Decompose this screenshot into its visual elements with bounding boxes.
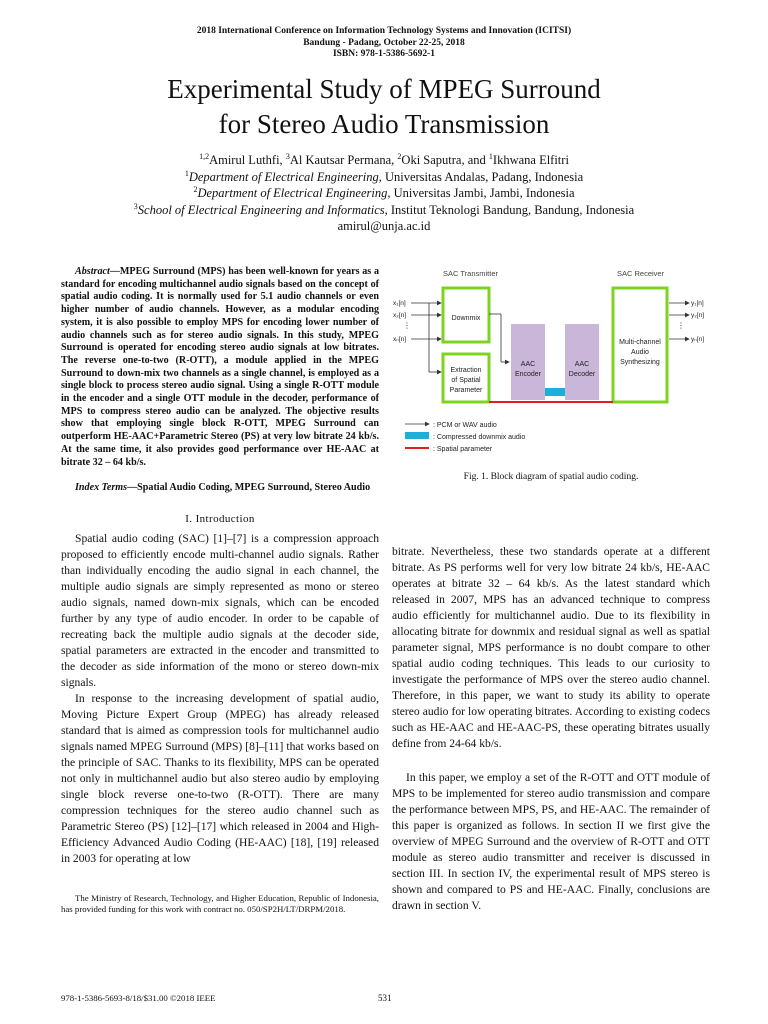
- downmix-label: Downmix: [451, 315, 481, 322]
- author-3-name: Oki Saputra, and: [401, 153, 486, 167]
- affiliation-3-org: , Institut Teknologi Bandung, Bandung, Indonesia: [384, 202, 635, 217]
- extraction-label-1: Extraction: [450, 367, 482, 374]
- intro-paragraph-4: In this paper, we employ a set of the R-OTT and OTT module of MPS to be implemented for stereo audio transmission and compare the performance between MPS, PS, and HE-AAC. The remainder of this paper is organized as follows. In section II we first give the overview of MPEG Surround and the overview of R-OTT and OTT module as stereo audio transmitter and receiver is discussed in section III. In section IV, the experimental result of MPS stereo is shown and compared to PS and HE-AAC. Finally, conclusions are drawn in section V.: [392, 771, 710, 912]
- extraction-label-3: Parameter: [449, 387, 483, 394]
- aac-decoder-label-2: Decoder: [568, 371, 596, 378]
- index-terms: [61, 482, 379, 495]
- page-number: 531: [378, 993, 392, 1003]
- title-line-2: for Stereo Audio Transmission: [218, 109, 550, 139]
- author-4-name: Ikhwana Elfitri: [492, 153, 569, 167]
- affiliation-3-dept: School of Electrical Engineering and Informatics: [137, 202, 385, 217]
- abstract-text: —MPEG Surround (MPS) has been well-known for years as a standard for encoding multichannel audio signals based on the concept of spatial audio coding. It is normally used for 5.1 audio channels or even higher number of audio channels. However, as a modular encoding system, it is also possible to employ MPS for encoding lower number of audio channels such as for stereo audio signals. In this study, MPEG Surround is operated for encoding stereo audio signals at low bitrates. The reverse one-to-two (R-OTT), a module applied in the MPEG Surround to down-mix two channels as a single channel, is employed as a single block to process stereo audio signal. Using a single R-OTT module in the encoder and a single OTT module in the decoder, performance of MPS to compress stereo audio can be analyzed. The objective results show that employing single block R-OTT, MPEG Surround can outperform HE-AAC+Parametric Stereo (PS) at very low bitrate 24 kb/s. At the same time, it also provides good performance over HE-AAC at bitrate 32 – 64 kb/s.: [61, 266, 379, 468]
- conference-location: Bandung - Padang, October 22-25, 2018: [303, 37, 465, 48]
- copyright-footer: 978-1-5386-5693-8/18/$31.00 ©2018 IEEE: [61, 993, 216, 1003]
- footnote-text: The Ministry of Research, Technology, and Higher Education, Republic of Indonesia, has provided funding for this work with contract no. 050/SP2H/LT/DRPM/2018.: [61, 893, 379, 914]
- abstract-lead: Abstract: [75, 266, 110, 277]
- abstract: [61, 266, 379, 469]
- intro-paragraph-2: In response to the increasing development of spatial audio, Moving Picture Expert Group (MPEG) has already released standard that is aimed as compression tools for multichannel audio signals named MPEG Surround (MPS) [8]–[11] that works based on the principle of SAC. Thanks to its flexibility, MPS can be operated not only in multichannel audio but also stereo audio by employing single block reverse one-to-two (R-OTT). There are many compression techniques for the stereo audio channel such as Parametric Stereo (PS) [12]–[17] which released in 2004 and High-Efficiency Advanced Audio Coding (HE-AAC) [18], [19] released in 2003 for operating at low: [61, 691, 379, 865]
- conference-name: 2018 International Conference on Information Technology Systems and Innovation (ICITSI): [196, 26, 572, 36]
- index-terms-lead: Index Terms: [75, 482, 128, 494]
- author-4-sup: 1: [488, 151, 493, 161]
- author-block: [0, 152, 768, 235]
- input-x1-label: x₁[n]: [393, 300, 406, 307]
- synth-label-3: Synthesizing: [620, 359, 660, 366]
- sac-receiver-label: SAC Receiver: [617, 269, 665, 278]
- compressed-link: [545, 388, 565, 396]
- extraction-label-2: of Spatial: [451, 377, 481, 384]
- input-ellipsis: ⋮: [403, 321, 411, 330]
- legend-compressed-label: : Compressed downmix audio: [433, 434, 526, 441]
- section-heading: I. Introduction: [185, 512, 255, 525]
- affiliation-3-sup: 3: [133, 201, 138, 211]
- synth-label-1: Multi-channel: [619, 339, 661, 346]
- author-3-sup: 2: [397, 151, 402, 161]
- affiliation-2-org: , Universitas Jambi, Jambi, Indonesia: [387, 186, 575, 200]
- output-y2-label: y₂[n]: [691, 312, 704, 319]
- affiliation-1-sup: 1: [184, 168, 189, 178]
- intro-paragraph-3: bitrate. Nevertheless, these two standards operate at a different bitrate. As PS performs well for very low bitrate 24 kb/s, HE-AAC operates at bitrate 32 – 64 kb/s. As the latest standard which released in 2007, MPS has an advanced technique to compress audio efficiently for multichannel audio. Due to its flexibility in allocating bitrate for downmix and residual signal as well as spatial parameter signal, MPS performance is no doubt compare to other spatial audio coding techniques. This leads to our curiosity to investigate the performance of MPS over the stereo audio channel. Therefore, in this paper, we want to study its ability to operate stereo audio for low operating bitrates. According to existing codecs such as HE-AAC and HE-AAC-PS, these operating bitrates usually define from 24-64 kb/s.: [392, 545, 710, 750]
- affiliation-1: [0, 169, 768, 186]
- synth-label-2: Audio: [631, 349, 649, 356]
- affiliation-1-dept: Department of Electrical Engineering: [188, 169, 379, 184]
- sac-transmitter-label: SAC Transmitter: [443, 269, 499, 278]
- figure-1: [391, 262, 711, 492]
- author-email[interactable]: amirul@unja.ac.id: [337, 219, 431, 233]
- output-y1-label: y₁[n]: [691, 300, 704, 307]
- affiliation-2-sup: 2: [193, 184, 198, 194]
- output-ellipsis: ⋮: [677, 321, 685, 330]
- block-diagram: [391, 262, 711, 462]
- figure-caption: Fig. 1. Block diagram of spatial audio coding.: [463, 472, 639, 482]
- affiliation-1-org: , Universitas Andalas, Padang, Indonesia: [378, 169, 584, 184]
- left-column: [61, 266, 379, 867]
- conference-isbn: ISBN: 978-1-5386-5692-1: [332, 49, 436, 59]
- affiliation-2-dept: Department of Electrical Engineering: [197, 186, 388, 200]
- legend-spatial-label: : Spatial parameter: [433, 446, 493, 453]
- title-line-1: Experimental Study of MPEG Surround: [167, 74, 601, 104]
- input-x2-label: x₂[n]: [393, 312, 406, 319]
- affiliation-3: [0, 202, 768, 219]
- output-yn-label: yₙ[n]: [691, 336, 705, 343]
- author-2-name: Al Kautsar Permana,: [289, 153, 395, 167]
- affiliation-2: [0, 185, 768, 202]
- intro-left-text: [61, 531, 379, 867]
- paper-title: [0, 72, 768, 142]
- legend-compressed-marker: [405, 432, 429, 439]
- right-column: [392, 544, 710, 914]
- aac-encoder-label-2: Encoder: [514, 371, 542, 378]
- index-terms-text: —Spatial Audio Coding, MPEG Surround, Stereo Audio: [127, 482, 371, 494]
- conference-header: [0, 26, 768, 61]
- author-1-name: Amirul Luthfi,: [209, 153, 283, 167]
- author-names: [0, 152, 768, 169]
- aac-decoder-label-1: AAC: [574, 361, 590, 368]
- aac-encoder-label-1: AAC: [520, 361, 536, 368]
- intro-paragraph-1: Spatial audio coding (SAC) [1]–[7] is a compression approach proposed to efficiently encode multi-channel audio signals. Rather than individually encoding the audio signal in each channel, the multiple audio signals are simply represented as mono or stereo audio signals, named down-mix signals, which can be encoded further by any type of audio encoder. In order to be capable of recreating back the multiple audio signals at the decoder side, spatial parameters are extracted in the encoder and transmitted to the decoder as side information of the mono or stereo down-mix signals.: [61, 531, 379, 689]
- input-xn-label: xₙ[n]: [393, 336, 407, 343]
- author-1-sup: 1,2: [199, 151, 210, 161]
- funding-footnote: [61, 893, 379, 914]
- legend-pcm-label: : PCM or WAV audio: [433, 422, 497, 429]
- author-2-sup: 3: [285, 151, 290, 161]
